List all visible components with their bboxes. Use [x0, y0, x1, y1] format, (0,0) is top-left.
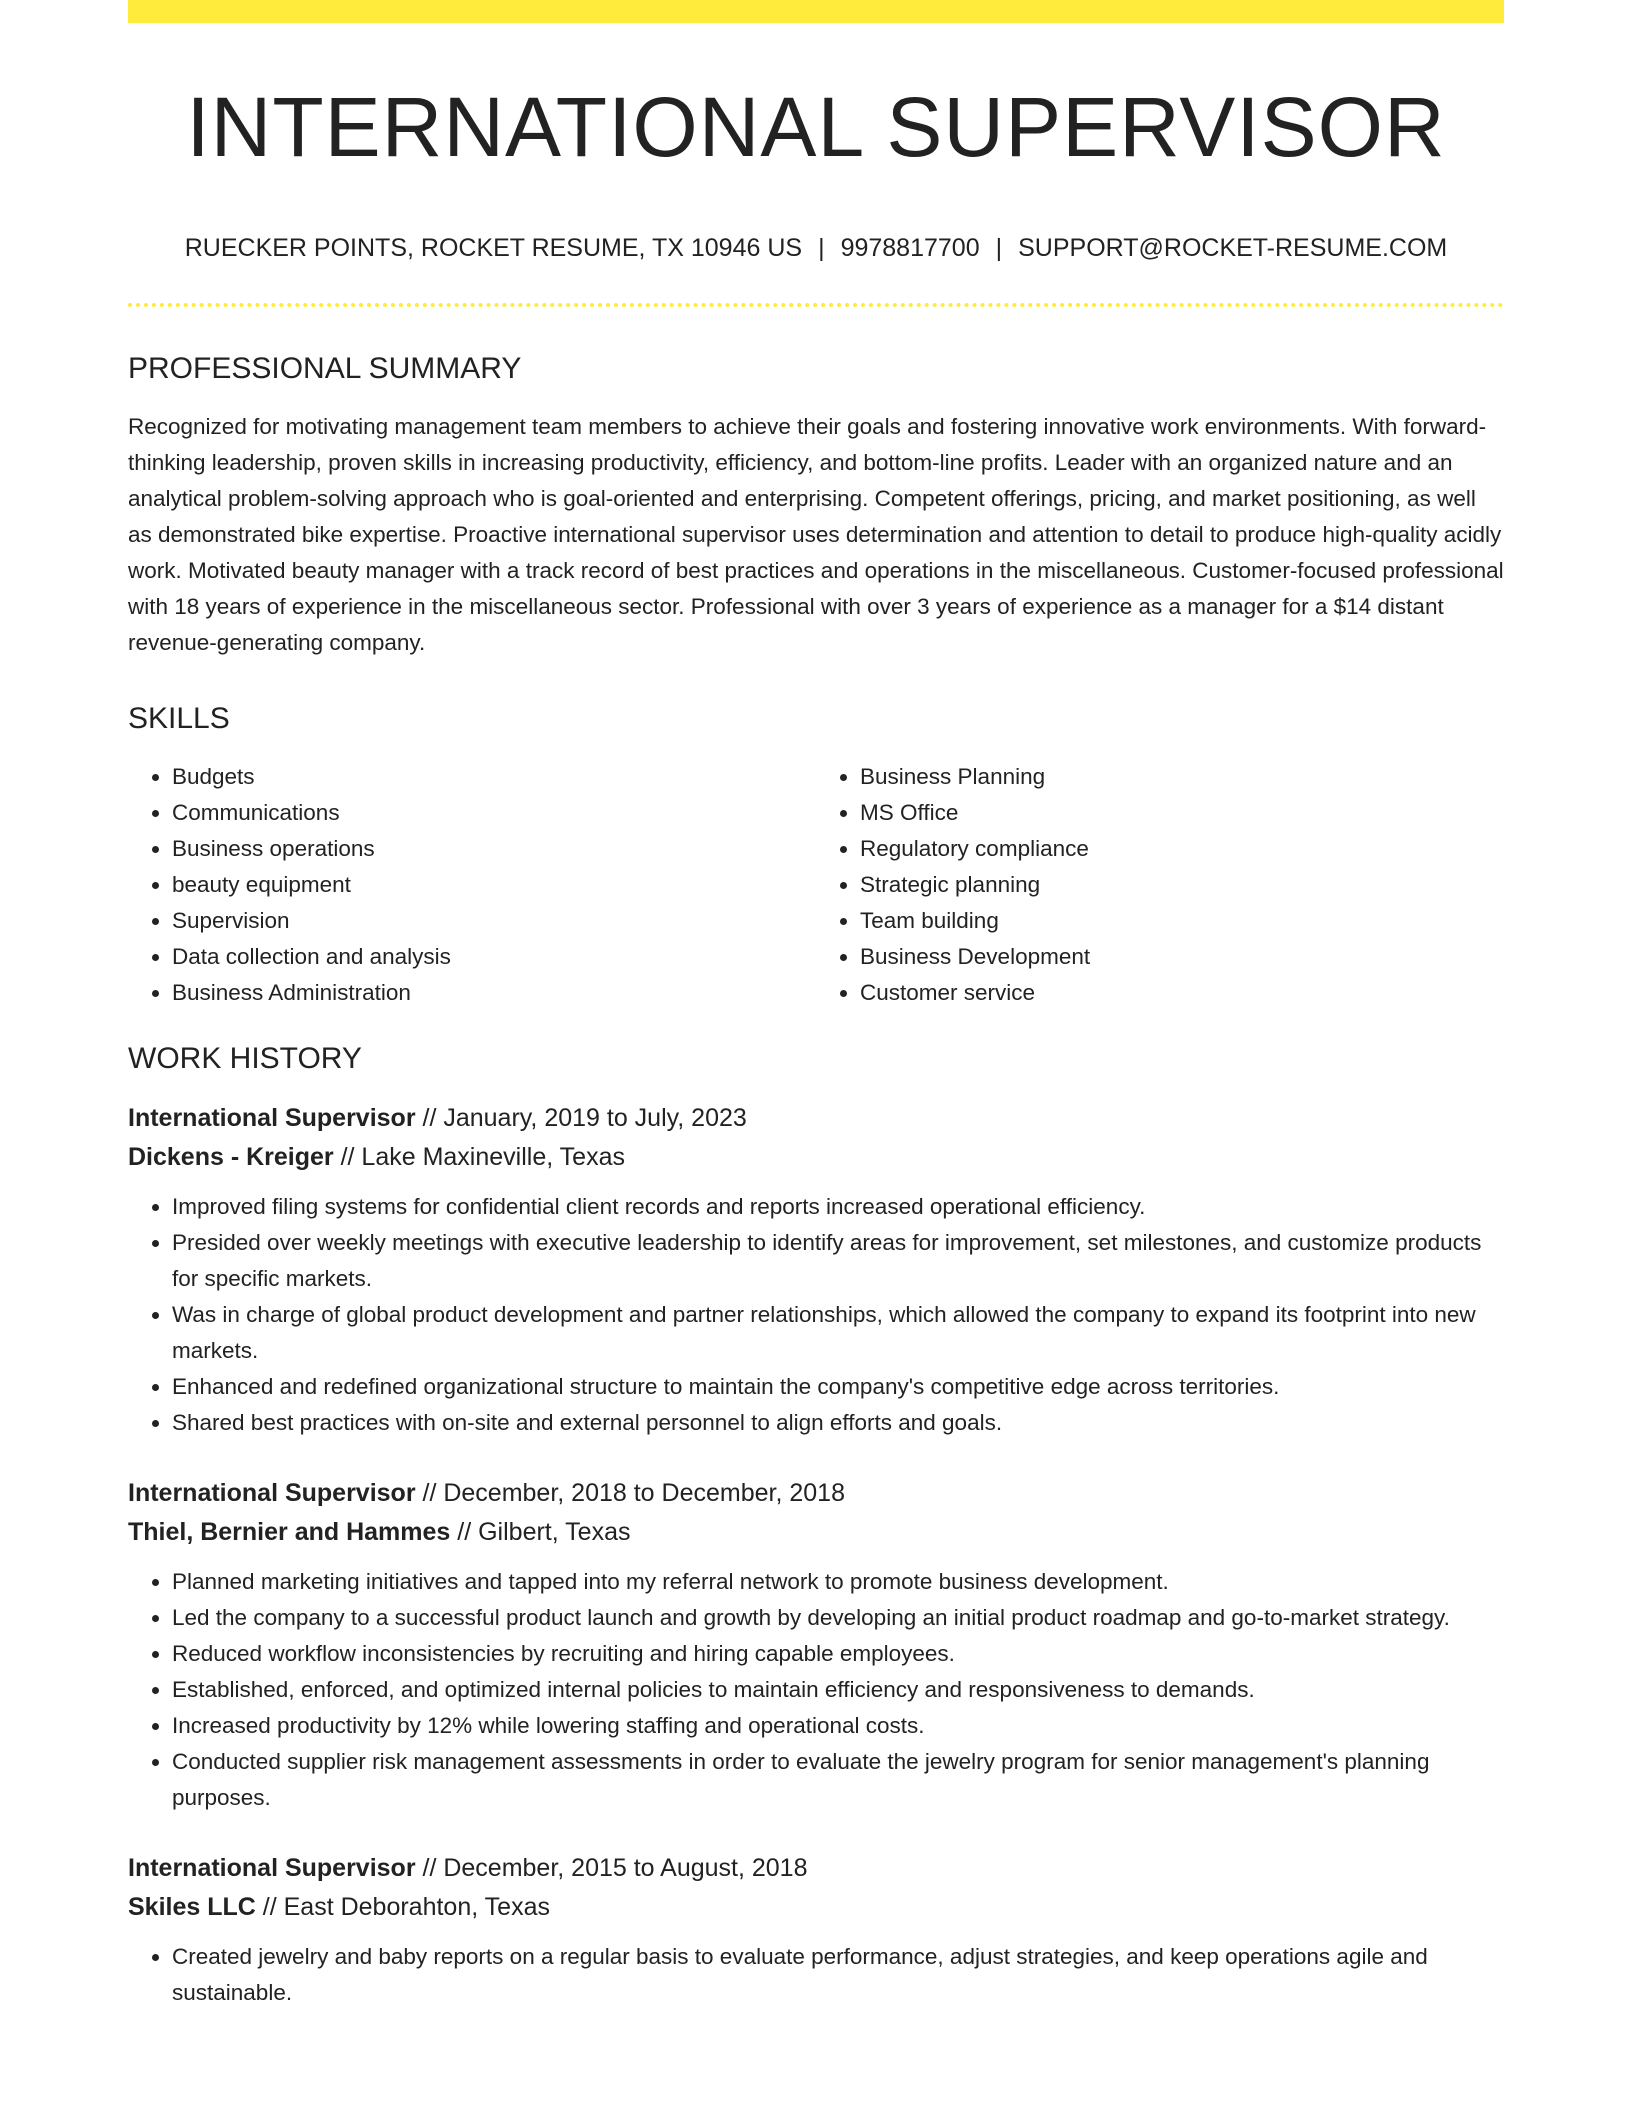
job-company: Dickens - Kreiger [128, 1143, 334, 1171]
contact-phone: 9978817700 [840, 234, 980, 262]
job-company-line [128, 1888, 1504, 1927]
skill-item: • Strategic planning [860, 867, 1504, 903]
job-bullet: • Was in charge of global product development and partner relationships, which allowed the company to expand its footprint into new markets. [172, 1297, 1504, 1369]
skill-item: • Communications [172, 795, 816, 831]
job-company: Skiles LLC [128, 1893, 256, 1921]
job-title-line [128, 1474, 1504, 1513]
skill-item: • Regulatory compliance [860, 831, 1504, 867]
job-bullet: • Presided over weekly meetings with executive leadership to identify areas for improvement, set milestones, and customize products for specific markets. [172, 1225, 1504, 1297]
skill-item: • Team building [860, 903, 1504, 939]
contact-separator: | [995, 234, 1003, 262]
job-role: International Supervisor [128, 1854, 416, 1882]
job-bullet: • Enhanced and redefined organizational structure to maintain the company's competitive edge across territories. [172, 1369, 1504, 1405]
work-history-heading: WORK HISTORY [128, 1042, 362, 1075]
skill-item: • Budgets [172, 759, 816, 795]
resume-page [128, 0, 1504, 2011]
job-company-line [128, 1138, 1504, 1177]
contact-address: RUECKER POINTS, ROCKET RESUME, TX 10946 US [184, 234, 803, 262]
job-bullet: • Planned marketing initiatives and tapped into my referral network to promote business development. [172, 1564, 1504, 1600]
accent-bar [128, 0, 1504, 23]
job-bullet: • Established, enforced, and optimized internal policies to maintain efficiency and responsiveness to demands. [172, 1672, 1504, 1708]
job-bullets [128, 1189, 1504, 1441]
contact-separator: | [818, 234, 825, 262]
summary-text: Recognized for motivating management team members to achieve their goals and fostering innovative work environments. With forward-thinking leadership, proven skills in increasing productivity, efficiency, and bottom-line profits. Leader with an organized nature and an analytical problem-solving approach who is goal-oriented and enterprising. Competent offerings, pricing, and market positioning, as well as demonstrated bike expertise. Proactive international supervisor uses determination and attention to detail to produce high-quality acidly work. Motivated beauty manager with a track record of best practices and operations in the miscellaneous. Customer-focused professional with 18 years of experience in the miscellaneous sector. Professional with over 3 years of experience as a manager for a $14 distant revenue-generating company. [128, 414, 1504, 655]
job-location: // East Deborahton, Texas [255, 1893, 550, 1921]
job-bullet: • Increased productivity by 12% while lowering staffing and operational costs. [172, 1708, 1504, 1744]
skill-item: • MS Office [860, 795, 1504, 831]
job-company: Thiel, Bernier and Hammes [128, 1518, 451, 1546]
job-company-line [128, 1513, 1504, 1552]
skill-item: • Data collection and analysis [172, 939, 816, 975]
skill-item: • beauty equipment [172, 867, 816, 903]
job-title-line [128, 1099, 1504, 1138]
job-bullets [128, 1939, 1504, 2011]
skills-left-list [128, 759, 816, 1011]
skill-item: • Supervision [172, 903, 816, 939]
job-bullet: • Shared best practices with on-site and external personnel to align efforts and goals. [172, 1405, 1504, 1441]
contact-line [128, 233, 1504, 263]
job-dates: // December, 2015 to August, 2018 [415, 1854, 808, 1882]
skills-grid [128, 759, 1504, 1011]
skills-right-list [816, 759, 1504, 1011]
skills-heading: SKILLS [128, 702, 230, 735]
header-divider [128, 303, 1504, 307]
job-bullet: • Led the company to a successful product launch and growth by developing an initial product roadmap and go-to-market strategy. [172, 1600, 1504, 1636]
job-title-line [128, 1849, 1504, 1888]
job-bullet: • Improved filing systems for confidential client records and reports increased operational efficiency. [172, 1189, 1504, 1225]
job-entry [128, 1474, 1504, 1816]
job-role: International Supervisor [128, 1479, 416, 1507]
summary-heading: PROFESSIONAL SUMMARY [128, 352, 522, 385]
job-location: // Lake Maxineville, Texas [333, 1143, 625, 1171]
candidate-name: INTERNATIONAL SUPERVISOR [186, 80, 1446, 174]
skill-item: • Business Planning [860, 759, 1504, 795]
skill-item: • Customer service [860, 975, 1504, 1011]
job-bullets [128, 1564, 1504, 1816]
job-bullet: • Created jewelry and baby reports on a regular basis to evaluate performance, adjust strategies, and keep operations agile and sustainable. [172, 1939, 1504, 2011]
job-entry [128, 1099, 1504, 1441]
skill-item: • Business operations [172, 831, 816, 867]
job-bullet: • Conducted supplier risk management assessments in order to evaluate the jewelry program for senior management's planning purposes. [172, 1744, 1504, 1816]
contact-email: SUPPORT@ROCKET-RESUME.COM [1018, 234, 1448, 262]
job-location: // Gilbert, Texas [450, 1518, 631, 1546]
job-dates: // January, 2019 to July, 2023 [415, 1104, 747, 1132]
skill-item: • Business Administration [172, 975, 816, 1011]
job-dates: // December, 2018 to December, 2018 [415, 1479, 845, 1507]
skill-item: • Business Development [860, 939, 1504, 975]
job-bullet: • Reduced workflow inconsistencies by recruiting and hiring capable employees. [172, 1636, 1504, 1672]
job-role: International Supervisor [128, 1104, 416, 1132]
job-entry [128, 1849, 1504, 2011]
